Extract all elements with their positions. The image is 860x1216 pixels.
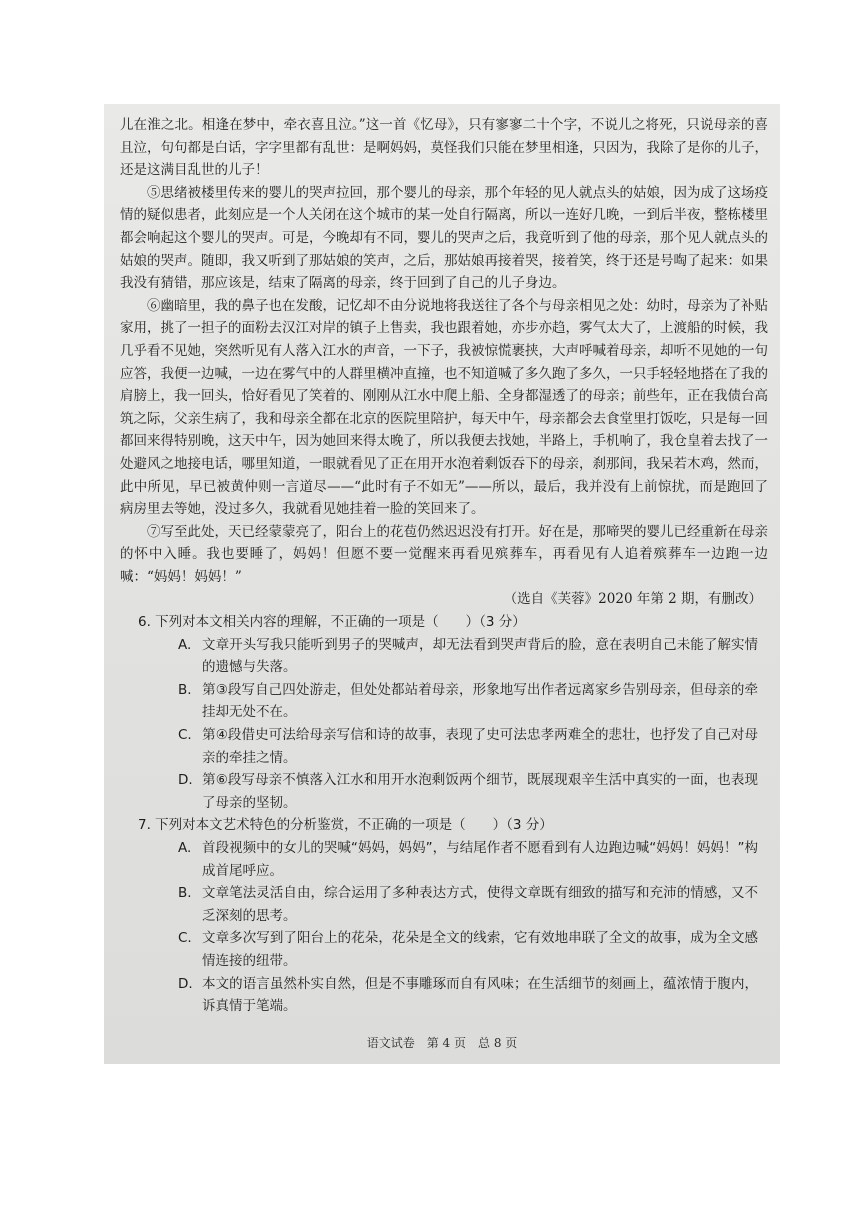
option-text: 首段视频中的女儿的哭喊“妈妈，妈妈”，与结尾作者不愿看到有人边跑边喊“妈妈！妈妈！”构成首尾呼应。: [202, 840, 758, 879]
option-c: [120, 724, 768, 769]
option-d: [120, 769, 768, 814]
option-label: B.: [178, 681, 192, 698]
paragraph-4-continued: 儿在淮之北。相逢在梦中，牵衣喜且泣。”这一首《忆母》，只有寥寥二十个字，不说儿之将死，只说母亲的喜且泣，句句都是白话，字字里都有乱世：是啊妈妈，莫怪我们只能在梦里相逢，只因为，我除了是你的儿子，还是这满目乱世的儿子！: [120, 117, 768, 179]
option-d: [120, 973, 768, 1018]
option-label: C.: [178, 930, 192, 947]
paragraph-5: ⑤思绪被楼里传来的婴儿的哭声拉回，那个婴儿的母亲，那个年轻的见人就点头的姑娘，因为成了这场疫情的疑似患者，此刻应是一个人关闭在这个城市的某一处自行隔离，所以一连好几晚，一到后半夜，整栋楼里都会响起这个婴儿的哭声。可是，今晚却有不同，婴儿的哭声之后，我竟听到了他的母亲，那个见人就点头的姑娘的哭声。随即，我又听到了那姑娘的笑声，之后，那姑娘再接着哭，接着笑，终于还是号啕了起来：如果我没有猜错，那应该是，结束了隔离的母亲，终于回到了自己的儿子身边。: [120, 184, 768, 292]
question-stem: 7. 下列对本文艺术特色的分析鉴赏，不正确的一项是（ ）（3 分）: [138, 817, 553, 834]
page-footer: 语文试卷 第 4 页 总 8 页: [366, 1036, 518, 1050]
option-b: [120, 882, 768, 927]
question-stem: 6. 下列对本文相关内容的理解，不正确的一项是（ ）（3 分）: [138, 614, 526, 631]
option-text: 第⑥段写母亲不慎落入江水和用开水泡剩饭两个细节，既展现艰辛生活中真实的一面，也表现了母亲的坚韧。: [202, 772, 758, 811]
option-c: [120, 927, 768, 972]
source-citation: （选自《芙蓉》2020 年第 2 期，有删改）: [503, 591, 762, 608]
paragraph-7: ⑦写至此处，天已经蒙蒙亮了，阳台上的花苞仍然迟迟没有打开。好在是，那啼哭的婴儿已经重新在母亲的怀中入睡。我也要睡了，妈妈！但愿不要一觉醒来再看见殡葬车，再看见有人追着殡葬车一边跑一边喊：“妈妈！妈妈！”: [120, 523, 768, 585]
option-text: 本文的语言虽然朴实自然，但是不事雕琢而自有风味；在生活细节的刻画上，蕴浓情于腹内，诉真情于笔端。: [202, 975, 758, 1015]
option-text: 文章多次写到了阳台上的花朵，花朵是全文的线索，它有效地串联了全文的故事，成为全文感情连接的纽带。: [202, 930, 758, 969]
question-7: [120, 814, 768, 1017]
option-label: A.: [178, 840, 192, 856]
option-text: 第④段借史可法给母亲写信和诗的故事，表现了史可法忠孝两难全的悲壮，也抒发了自己对母亲的牵挂之情。: [202, 727, 758, 766]
option-a: [120, 634, 768, 679]
page-content: [120, 114, 768, 1018]
option-label: B.: [178, 885, 192, 902]
option-text: 文章笔法灵活自由，综合运用了多种表达方式，使得文章既有细致的描写和充沛的情感，又不乏深刻的思考。: [202, 885, 758, 924]
option-label: D.: [178, 975, 193, 992]
option-label: D.: [178, 772, 193, 789]
option-text: 第③段写自己四处游走，但处处都站着母亲，形象地写出作者远离家乡告别母亲，但母亲的牵挂却无处不在。: [202, 681, 758, 721]
question-6: [120, 611, 768, 814]
option-label: A.: [178, 636, 192, 653]
option-a: [120, 837, 768, 882]
exam-page: [104, 104, 780, 1064]
option-label: C.: [178, 727, 192, 744]
option-text: 文章开头写我只能听到男子的哭喊声，却无法看到哭声背后的脸，意在表明自己未能了解实情的遗憾与失落。: [202, 636, 758, 676]
option-b: [120, 679, 768, 724]
paragraph-6: ⑥幽暗里，我的鼻子也在发酸，记忆却不由分说地将我送往了各个与母亲相见之处：幼时，母亲为了补贴家用，挑了一担子的面粉去汉江对岸的镇子上售卖，我也跟着她，亦步亦趋，雾气太大了，上渡船的时候，我几乎看不见她，突然听见有人落入江水的声音，一下子，我被惊慌裹挟，大声呼喊着母亲，却听不见她的一句应答，我便一边喊，一边在雾气中的人群里横冲直撞，也不知道喊了多久跑了多久，一只手轻轻地搭在了我的肩膀上，我一回头，恰好看见了笑着的、刚刚从江水中爬上船、全身都湿透了的母亲；前些年，正在我债台高筑之际，父亲生病了，我和母亲全都在北京的医院里陪护，每天中午，母亲都会去食堂里打饭吃，只是每一回都回来得特别晚，这天中午，因为她回来得太晚了，所以我便去找她，半路上，手机响了，我仓皇着去找了一处避风之地接电话，哪里知道，一眼就看见了正在用开水泡着剩饭吞下的母亲，刹那间，我呆若木鸡，然而，此中所见，早已被黄仲则一言道尽——“此时有子不如无”——所以，最后，我并没有上前惊扰，而是跑回了病房里去等她，没过多久，我就看见她挂着一脸的笑回来了。: [120, 297, 768, 518]
